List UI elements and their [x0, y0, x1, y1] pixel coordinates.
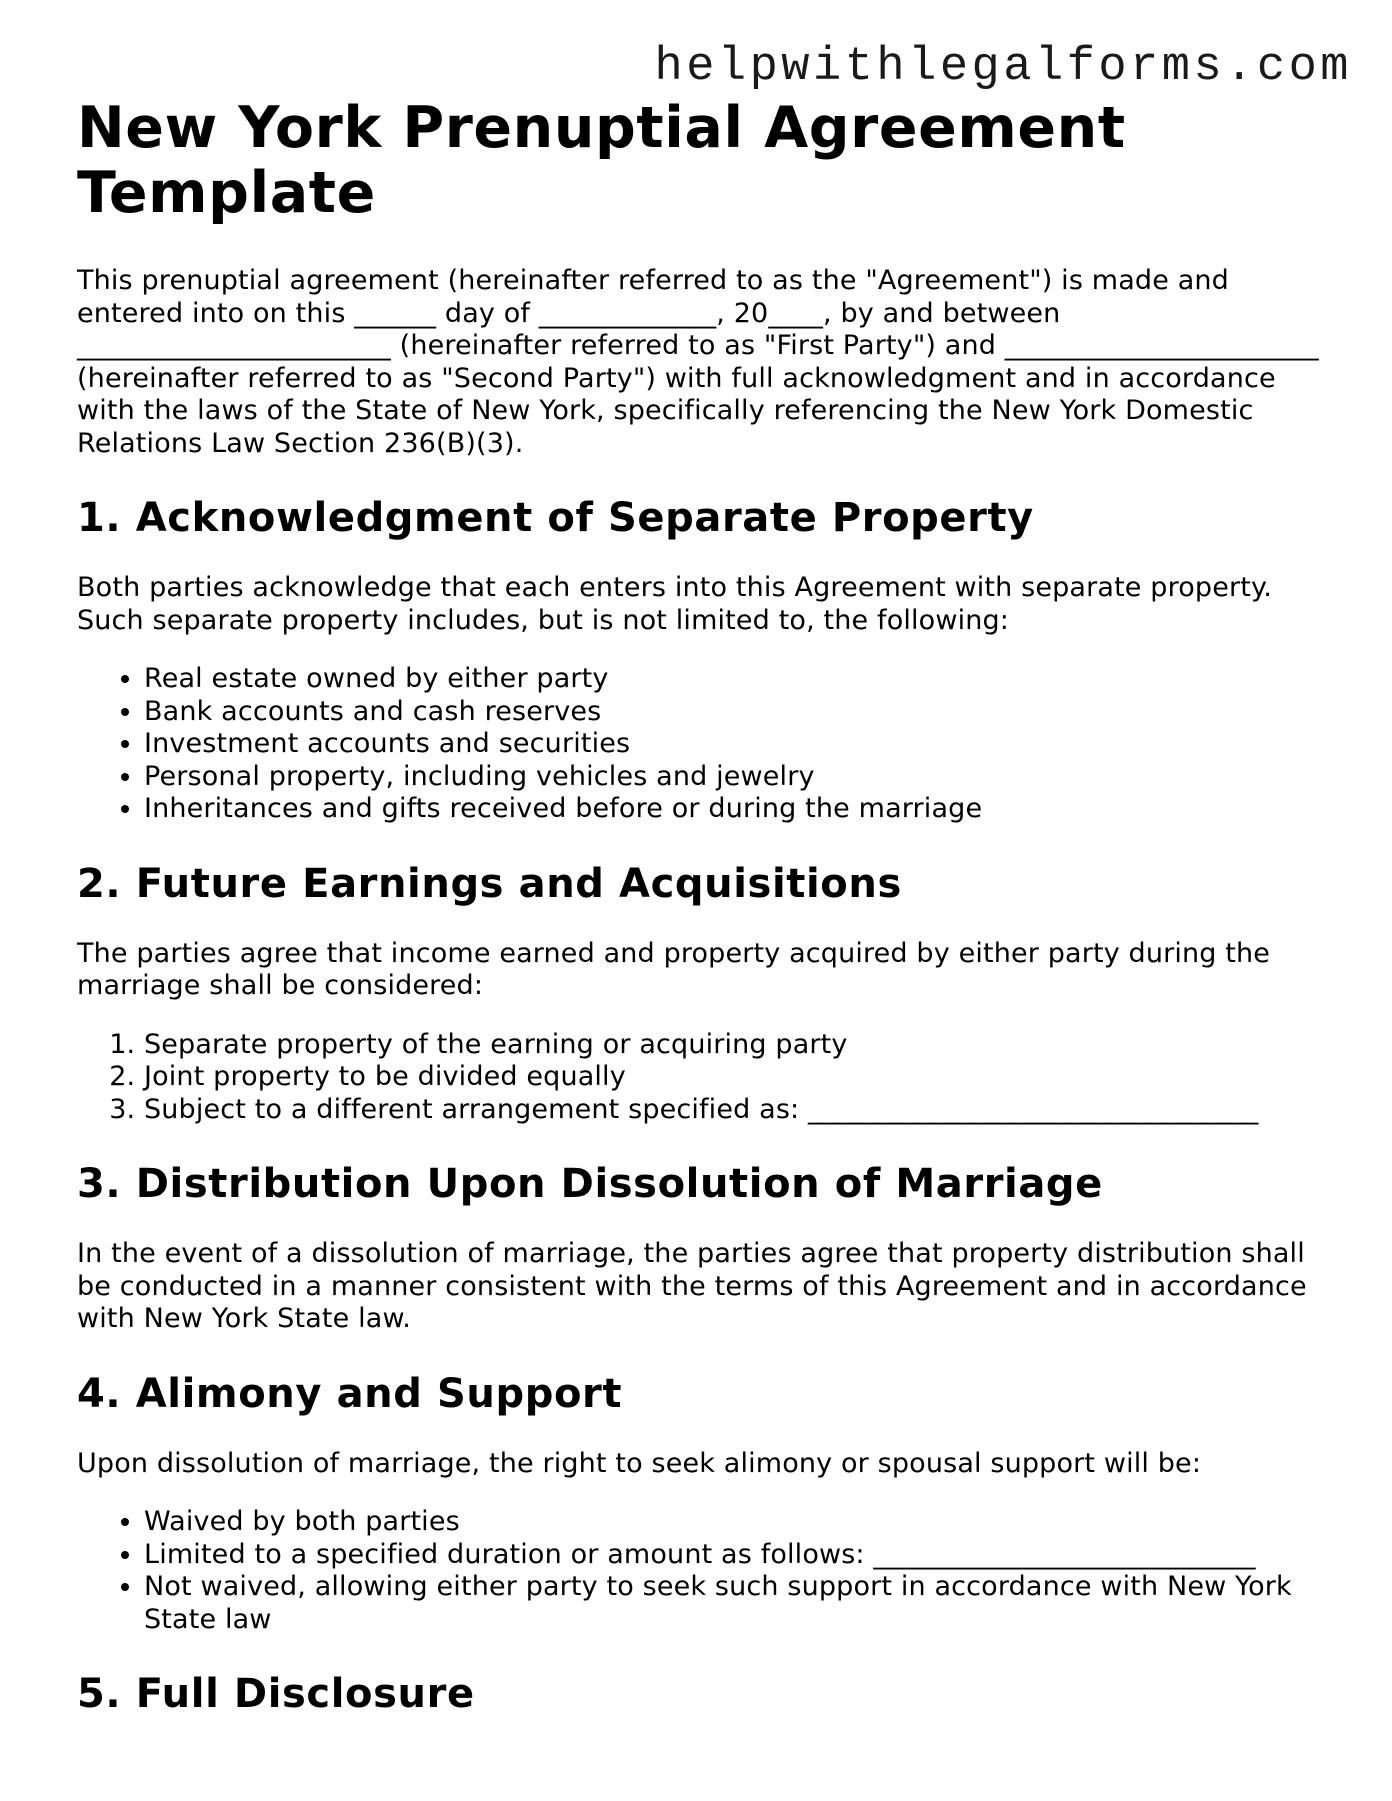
separate-property-list — [77, 663, 1327, 826]
intro-paragraph: This prenuptial agreement (hereinafter referred to as the "Agreement") is made and entered into on this ______ day of _____________, 20____, by and between _______________________ (hereinafter referred to as "First Party") and _______________________ (hereinafter referred to as "Second Party") with full acknowledgment and in accordance with the laws of the State of New York, specifically referencing the New York Domestic Relations Law Section 236(B)(3). — [77, 265, 1319, 459]
document-page — [77, 96, 1327, 1718]
section-body: The parties agree that income earned and property acquired by either party during the marriage shall be considered: — [77, 937, 1271, 1001]
watermark: helpwithlegalforms.com — [654, 41, 1352, 94]
list-item: 1. Separate property of the earning or acquiring party — [144, 1029, 1327, 1062]
list-item: • Not waived, allowing either party to seek such support in accordance with New York State law — [144, 1571, 1327, 1636]
list-item: • Waived by both parties — [144, 1506, 1327, 1539]
list-item: 2. Joint property to be divided equally — [144, 1061, 1327, 1094]
section-heading: 1. Acknowledgment of Separate Property — [77, 495, 1034, 541]
section-heading: 4. Alimony and Support — [77, 1370, 623, 1417]
list-item: 3. Subject to a different arrangement specified as: _________________________________ — [144, 1094, 1327, 1127]
list-item: • Investment accounts and securities — [144, 728, 1327, 761]
section-body: Upon dissolution of marriage, the right to seek alimony or spousal support will be: — [77, 1447, 1202, 1479]
section-heading: 2. Future Earnings and Acquisitions — [77, 860, 902, 907]
section-body: In the event of a dissolution of marriage, the parties agree that property distribution shall be conducted in a manner consistent with the terms of this Agreement and in accordance with New York State law. — [77, 1238, 1307, 1334]
section-heading: 3. Distribution Upon Dissolution of Marriage — [77, 1161, 1103, 1207]
list-item: • Real estate owned by either party — [144, 663, 1327, 696]
page-title: New York Prenuptial Agreement Template — [77, 95, 1126, 226]
section-heading: 5. Full Disclosure — [77, 1671, 475, 1717]
future-earnings-list — [77, 1029, 1327, 1127]
alimony-options-list — [77, 1506, 1327, 1636]
list-item: • Inheritances and gifts received before or during the marriage — [144, 793, 1327, 826]
list-item: • Personal property, including vehicles and jewelry — [144, 761, 1327, 794]
list-item: • Limited to a specified duration or amount as follows: ____________________________ — [144, 1539, 1327, 1572]
section-body: Both parties acknowledge that each enters into this Agreement with separate property. Such separate property includes, but is not limited to, the following: — [77, 572, 1272, 636]
list-item: • Bank accounts and cash reserves — [144, 696, 1327, 729]
